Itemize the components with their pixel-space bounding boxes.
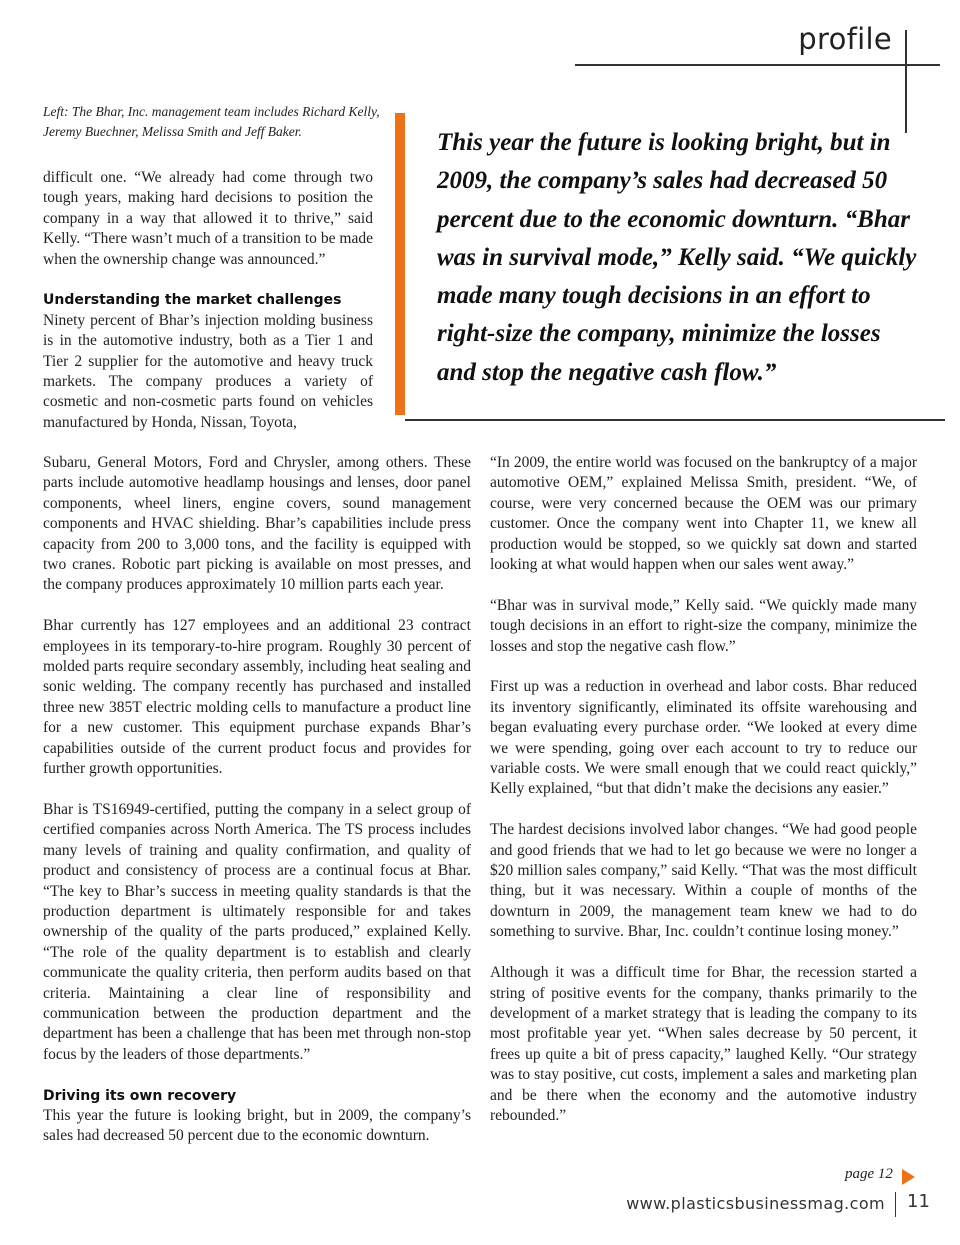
- article-paragraph: Although it was a difficult time for Bhar, the recession started a string of positive events for the company, thanks primarily to the development of a market strategy that is leading the company to its most profitable year yet. “When sales decrease by 50 percent, it frees up quite a bit of press capacity,” laughed Kelly. “Our strategy was to stay positive, cut costs, implement a sales and marketing plan and be there when the economy and the automotive industry rebounded.”: [490, 964, 917, 1124]
- section-label: profile: [798, 22, 892, 56]
- pull-quote-rule: [405, 419, 945, 421]
- article-paragraph: Bhar currently has 127 employees and an additional 23 contract employees in its temporary-to-hire program. Roughly 30 percent of molded parts require secondary assembly, including heat sealing and sonic welding. The company recently has purchased and installed three new 385T electric molding cells to manufacture a product line for a new customer. This equipment purchase expands Bhar’s capabilities outside of the current product focus and provides for further growth opportunities.: [43, 617, 471, 778]
- article-paragraph: This year the future is looking bright, but in 2009, the company’s sales had decreased 50 percent due to the economic downturn.: [43, 1106, 471, 1145]
- pull-quote-accent-bar: [395, 113, 405, 415]
- article-column-left-top: [43, 168, 373, 433]
- article-paragraph: Bhar is TS16949-certified, putting the company in a select group of certified companies across North America. The TS process includes many levels of training and quality confirmation, and quality of product and consistency of process are a continual focus at Bhar. “The key to Bhar’s success in meeting quality standards is that the production department is ultimately responsible for and takes ownership of the quality of the parts produced,” explained Kelly. “The role of the quality department is to establish and clearly communicate the quality criteria, then perform audits based on that criteria. Maintaining a clear line of responsibility and communication between the production department and the department has been a challenge that has been met through non-stop focus by the leaders of those departments.”: [43, 800, 471, 1063]
- photo-caption: Left: The Bhar, Inc. management team includes Richard Kelly, Jeremy Buechner, Melissa Smith and Jeff Baker.: [43, 104, 380, 139]
- article-paragraph: “In 2009, the entire world was focused on the bankruptcy of a major automotive OEM,” explained Melissa Smith, president. “We, of course, were very concerned because the OEM was our primary customer. Once the company went into Chapter 11, we knew all production would be stopped, so we quickly sat down and started looking at what would happen when our sales went away.”: [490, 454, 917, 574]
- article-column-left: [43, 453, 471, 1147]
- article-paragraph: First up was a reduction in overhead and labor costs. Bhar reduced its inventory significantly, eliminated its offsite warehousing and began evaluating every purchase order. “We looked at every dime we were spending, going over each account to try to reduce our variable costs. We were small enough that we could react quickly,” Kelly explained, “but that didn’t make the decisions any easier.”: [490, 678, 917, 798]
- header-rule-horizontal: [575, 64, 940, 66]
- pull-quote: This year the future is looking bright, but in 2009, the company’s sales had decreased 50 percent due to the economic downturn. “Bhar was in survival mode,” Kelly said. “We quickly made many tough decisions in an effort to right-size the company, minimize the losses and stop the negative cash flow.”: [437, 129, 917, 386]
- section-heading-recovery: Driving its own recovery: [43, 1087, 237, 1104]
- continued-page-link[interactable]: page 12: [845, 1166, 893, 1182]
- footer-divider: [895, 1192, 896, 1217]
- article-paragraph: difficult one. “We already had come through two tough years, making hard decisions to position the company in a way that allowed it to thrive,” said Kelly. “There wasn’t much of a transition to be made when the ownership change was announced.”: [43, 169, 373, 268]
- header-rule-vertical: [905, 30, 907, 133]
- article-paragraph: Subaru, General Motors, Ford and Chrysler, among others. These parts include automotive headlamp housings and lenses, door panel components, wheel liners, engine covers, sound management components and HVAC shielding. Bhar’s capabilities include press capacity from 200 to 3,000 tons, and the facility is equipped with two cranes. Robotic part picking is available on most presses, and the company produces approximately 10 million parts each year.: [43, 454, 471, 594]
- arrow-right-icon[interactable]: [902, 1169, 915, 1185]
- article-paragraph: “Bhar was in survival mode,” Kelly said. “We quickly made many tough decisions in an effort to right-size the company, minimize the losses and stop the negative cash flow.”: [490, 596, 917, 655]
- section-heading-market: Understanding the market challenges: [43, 292, 342, 309]
- footer-url[interactable]: www.plasticsbusinessmag.com: [626, 1194, 885, 1213]
- article-paragraph: Ninety percent of Bhar’s injection molding business is in the automotive industry, both as a Tier 1 and Tier 2 supplier for the automotive and heavy truck markets. The company produces a variety of cosmetic and non-cosmetic parts found on vehicles manufactured by Honda, Nissan, Toyota,: [43, 311, 373, 431]
- article-paragraph: The hardest decisions involved labor changes. “We had good people and good friends that we had to let go because we were no longer a $20 million sales company,” said Kelly. “That was the most difficult thing, but it was necessary. Within a couple of months of the downturn in 2009, the management team knew we had to do something to survive. Bhar, Inc. couldn’t continue losing money.”: [490, 821, 917, 941]
- page-number: 11: [907, 1191, 930, 1212]
- article-column-right: [490, 453, 917, 1126]
